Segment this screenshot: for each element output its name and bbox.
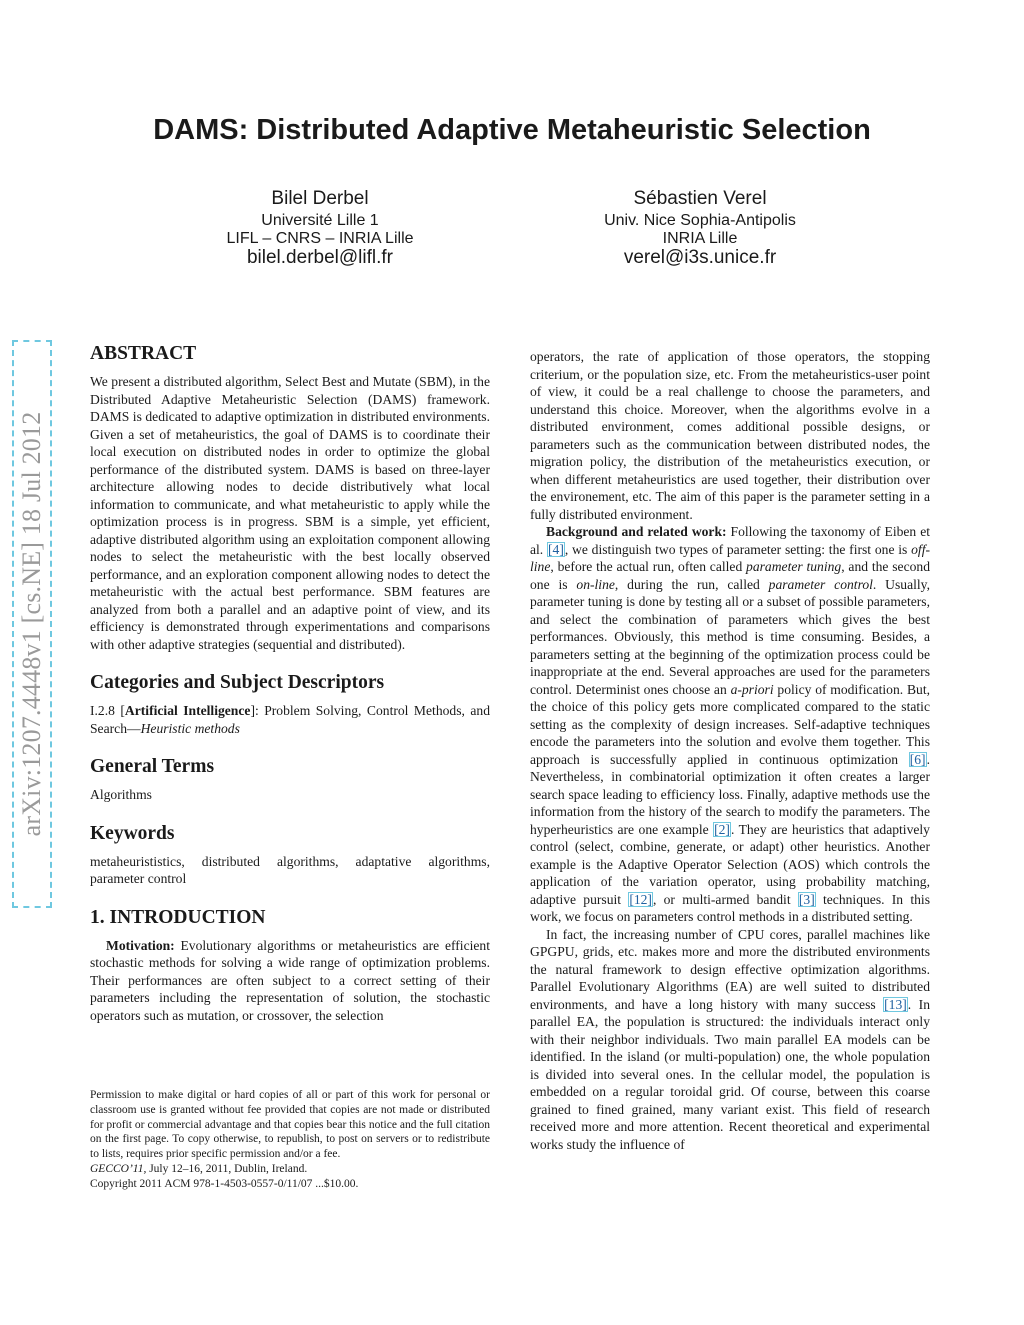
categories-text: I.2.8 [Artificial Intelligence]: Problem Solving, Control Methods, and Search—Heuristic methods: [90, 703, 490, 736]
citation-link[interactable]: [2]: [714, 821, 730, 837]
keywords-text: metaheurististics, distributed algorithms, adaptative algorithms, parameter control: [90, 853, 490, 886]
permission-text: Permission to make digital or hard copies of all or part of this work for personal or classroom use is granted without fee provided that copies are not made or distributed for profit or commercial advantage and that copies bear this notice and the full citation on the first page. To copy otherwise, to republish, to post on servers or to redistribute to lists, requires prior specific permission and/or a fee.: [90, 1089, 490, 1161]
categories-heading: Categories and Subject Descriptors: [90, 672, 385, 693]
background-paragraph: Background and related work: Following the taxonomy of Eiben et al. [4], we distinguish two types of parameter setting: the first one is off-line, before the actual run, often called parameter tuning, and the second one is on-line, during the run, called parameter control. Usually, parameter tuning is done by testing all or a subset of possible parameters, and select the combination of parameters which gives the best performances. Obviously, this method is time consuming. Besides, a parameters setting at the beginning of the optimization process could be inappropriate at the end. Several approaches are used for the parameters control. Determinist ones choose an a-priori policy of modification. But, the choice of this policy gets more complicated compared to the static setting as the complexity of design increases. Self-adaptive techniques encode the parameters into the solution and evolve them together. This approach is successfully applied in continuous optimization [6]. Nevertheless, in combinatorial optimization it often creates a larger search space leading to efficiency loss. Finally, adaptive methods use the information from the history of the search to modify the parameters. The hyperheuristics are one example [2]. They are heuristics that adaptively control (select, combine, generate, or adapt) other heuristics. Another example is the Adaptive Operator Selection (AOS) which controls the application of the variation operator, using probability matching, adaptive pursuit [12], or multi-armed bandit [3] techniques. In this work, we focus on parameters control methods in a distributed setting.: [530, 524, 931, 924]
author-name: Bilel Derbel: [271, 188, 369, 209]
author-email: verel@i3s.unice.fr: [623, 247, 777, 268]
body-paragraph: In fact, the increasing number of CPU cores, parallel machines like GPGPU, grids, etc. makes more and more the distributed environments the natural framework to design effective optimization algorithms. Parallel Evolutionary Algorithms (EA) are well suited to distributed environments, and have a long history with many success [13]. In parallel EA, the population is structured: the individuals interact only with their neighbor individuals. Two main parallel EA models can be identified. In the island (or multi-population) one, the whole population is divided into several ones. In the cellular model, the population is embedded on a regular toroidal grid. Of course, between this coarse grained to fined grained, many variant exist. This field of research received more and more attention. Recent theoretical and experimental works study the influence of: [530, 926, 931, 1152]
intro-heading: 1. INTRODUCTION: [90, 906, 266, 928]
author-affiliation: INRIA Lille: [662, 230, 738, 247]
citation-link[interactable]: [13]: [884, 996, 907, 1012]
author-affiliation: Univ. Nice Sophia-Antipolis: [604, 212, 796, 229]
copyright-line: Copyright 2011 ACM 978-1-4503-0557-0/11/07 ...$10.00.: [90, 1177, 359, 1190]
arxiv-stamp: [12, 340, 52, 908]
permission-notice: [90, 1088, 490, 1192]
keywords-heading: Keywords: [90, 822, 175, 844]
general-terms-heading: General Terms: [90, 756, 215, 777]
right-column: [530, 348, 930, 1153]
citation-link[interactable]: [3]: [798, 891, 815, 907]
author-email: bilel.derbel@lifl.fr: [246, 247, 393, 268]
author-affiliation: Université Lille 1: [261, 212, 379, 229]
citation-link[interactable]: [12]: [629, 891, 652, 907]
conference-line: GECCO’11, July 12–16, 2011, Dublin, Ireland.: [90, 1162, 308, 1175]
abstract-text: We present a distributed algorithm, Select Best and Mutate (SBM), in the Distributed Adaptive Metaheuristic Selection (DAMS) framework. DAMS is dedicated to adaptive optimization in distributed environments. Given a set of metaheuristics, the goal of DAMS is to coordinate their local execution on distributed nodes in order to optimize the global performance of the distributed system. DAMS is based on three-layer architecture allowing nodes to decide distributively what local information to communicate, and what metaheuristic to apply while the optimization process is in progress. SBM is a simple, yet efficient, adaptive distributed algorithm using an exploitation component allowing nodes to select the metaheuristic with the best locally observed performance, and an exploration component allowing nodes to detect the metaheuristic with the actual best performance. SBM features are analyzed from both a parallel and an adaptive point of view, and its efficiency is demonstrated through experimentations and comparisons with other adaptive strategies (sequential and distributed).: [90, 374, 490, 652]
citation-link[interactable]: [6]: [909, 751, 926, 767]
author-block-2: [540, 190, 860, 267]
intro-paragraph: Motivation: Evolutionary algorithms or metaheuristics are efficient stochastic methods for solving a wide range of optimization problems. Their performances are often subject to a correct setting of their parameters including the representation of solution, the stochastic operators such as mutation, or crossover, the selection: [90, 937, 490, 1023]
paper-title: DAMS: Distributed Adaptive Metaheuristic Selection: [153, 114, 871, 146]
arxiv-id: arXiv:1207.4448v1 [cs.NE] 18 Jul 2012: [17, 411, 46, 837]
author-name: Sébastien Verel: [633, 188, 767, 209]
abstract-heading: ABSTRACT: [90, 343, 197, 364]
citation-link[interactable]: [4]: [548, 541, 564, 557]
author-block-1: [160, 190, 480, 267]
general-terms-text: Algorithms: [90, 787, 152, 802]
left-column: [90, 342, 490, 1024]
body-paragraph: operators, the rate of application of those operators, the stopping criterium, or the population size, etc. From the metaheuristics-user point of view, it could be a real challenge to choose the parameters, and understand this choice. Moreover, when the algorithms evolve in a distributed environment, comes additional possible designs, or parameters such as the communication between distributed nodes, the migration policy, the distribution of the metaheuristics execution, or when different metaheuristics are used together, their distribution over the environement, etc. The aim of this paper is the parameter setting in a fully distributed environment.: [530, 349, 930, 522]
author-affiliation: LIFL – CNRS – INRIA Lille: [226, 230, 414, 247]
